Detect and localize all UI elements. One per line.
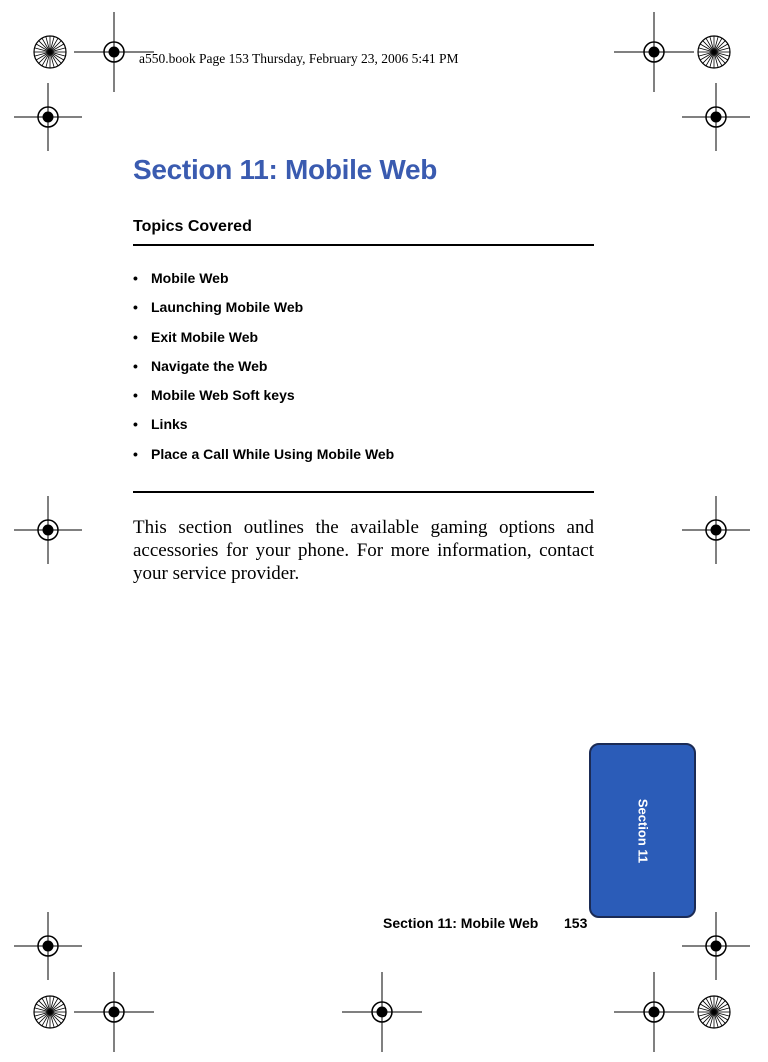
section-tab <box>589 743 696 918</box>
registration-crosshair <box>342 972 422 1052</box>
topic-label: Place a Call While Using Mobile Web <box>151 445 395 462</box>
list-item <box>133 268 394 297</box>
bullet-icon: • <box>133 445 138 462</box>
page-number: 153 <box>564 915 588 931</box>
registration-starburst <box>698 996 730 1028</box>
registration-crosshair <box>14 83 82 151</box>
topic-label: Launching Mobile Web <box>151 299 304 316</box>
list-item <box>133 356 394 385</box>
topic-label: Mobile Web Soft keys <box>151 387 295 404</box>
list-item <box>133 327 394 356</box>
registration-crosshair <box>14 912 82 980</box>
topic-label: Links <box>151 416 188 433</box>
topics-heading: Topics Covered <box>133 218 252 235</box>
topic-label: Navigate the Web <box>151 357 268 374</box>
list-item <box>133 444 394 473</box>
footer-title: Section 11: Mobile Web <box>383 915 539 931</box>
topics-list <box>133 268 394 473</box>
registration-crosshair <box>614 12 694 92</box>
bullet-icon: • <box>133 328 138 345</box>
bottom-divider <box>133 491 594 493</box>
file-stamp: a550.book Page 153 Thursday, February 23, 2006 5:41 PM <box>139 51 459 66</box>
list-item <box>133 385 394 414</box>
page-title: Section 11: Mobile Web <box>133 154 438 185</box>
section-tab-label: Section 11 <box>635 798 650 863</box>
registration-crosshair <box>682 83 750 151</box>
topic-label: Exit Mobile Web <box>151 328 259 345</box>
registration-starburst <box>698 36 730 68</box>
registration-crosshair <box>682 496 750 564</box>
list-item <box>133 414 394 443</box>
registration-crosshair <box>682 912 750 980</box>
topic-label: Mobile Web <box>151 270 229 286</box>
bullet-icon: • <box>133 299 138 316</box>
list-item <box>133 297 394 326</box>
bullet-icon: • <box>133 387 138 404</box>
body-paragraph: This section outlines the available gaming options and accessories for your phone. For more information, contact your service provider. <box>133 517 594 584</box>
bullet-icon: • <box>133 270 138 286</box>
registration-starburst <box>34 36 66 68</box>
registration-starburst <box>34 996 66 1028</box>
registration-crosshair <box>74 972 154 1052</box>
bullet-icon: • <box>133 416 138 433</box>
bullet-icon: • <box>133 357 138 374</box>
registration-crosshair <box>14 496 82 564</box>
registration-crosshair <box>614 972 694 1052</box>
top-divider <box>133 244 594 246</box>
